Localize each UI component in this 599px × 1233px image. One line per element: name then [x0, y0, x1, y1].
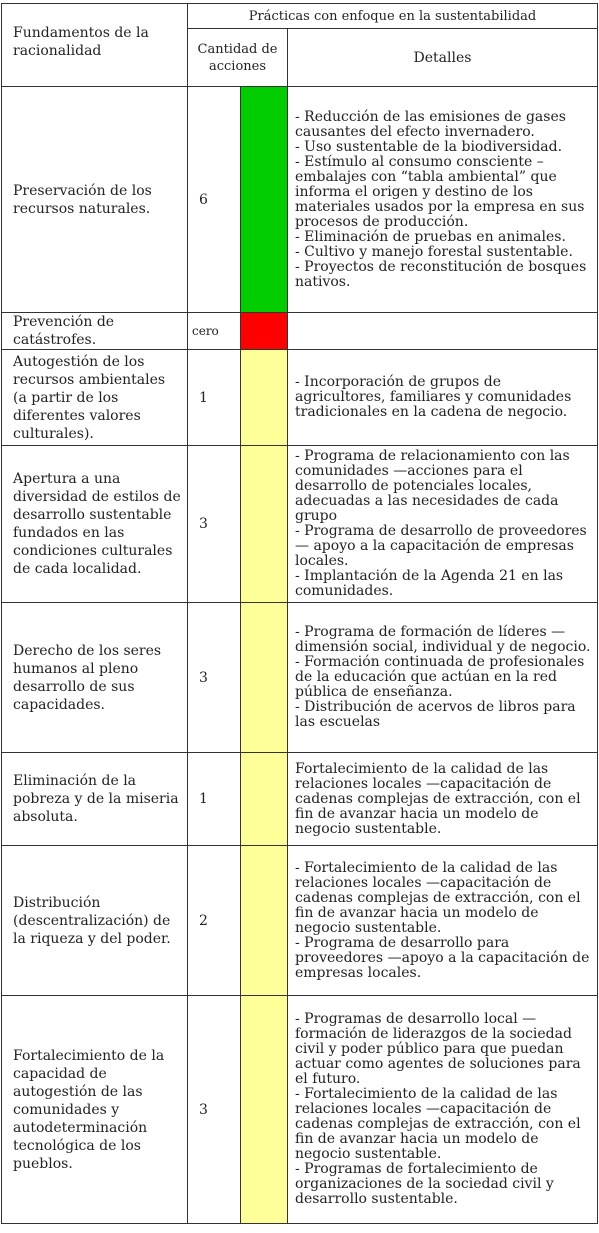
header-detalles: Detalles — [288, 29, 598, 87]
detalle-item: Fortalecimiento de la calidad de las relaciones locales —capacitación de cadenas complejas de extracción, con el fin de avanzar hacia un modelo de negocio sustentable. — [295, 760, 581, 837]
cantidad-cell: 3 — [188, 446, 241, 603]
detalle-item: - Cultivo y manejo forestal sustentable. — [295, 243, 573, 260]
detalles-cell — [288, 87, 598, 313]
cantidad-cell: 3 — [188, 603, 241, 753]
fundamento-cell: Apertura a una diversidad de estilos de desarrollo sustentable fundados en las condiciones culturales de cada localidad. — [2, 446, 188, 603]
detalle-item: - Reducción de las emisiones de gases causantes del efecto invernadero. — [295, 108, 566, 140]
detalle-item: - Programas de fortalecimiento de organizaciones de la sociedad civil y desarrollo sustentable. — [295, 1161, 554, 1207]
detalle-item: - Incorporación de grupos de agricultores, familiares y comunidades tradicionales en la cadena de negocio. — [295, 374, 572, 420]
status-color-cell — [241, 846, 288, 996]
status-color-cell — [241, 350, 288, 446]
fundamento-cell: Preservación de los recursos naturales. — [2, 87, 188, 313]
detalle-item: - Fortalecimiento de la calidad de las relaciones locales —capacitación de cadenas complejas de extracción, con el fin de avanzar hacia un modelo de negocio sustentable. — [295, 859, 581, 936]
fundamento-cell: Prevención de catástrofes. — [2, 313, 188, 350]
status-color-cell — [241, 753, 288, 846]
table-row — [2, 996, 598, 1224]
status-color-cell — [241, 446, 288, 603]
cantidad-cell: 1 — [188, 753, 241, 846]
status-color-cell — [241, 87, 288, 313]
cantidad-cell: 2 — [188, 846, 241, 996]
fundamento-cell: Fortalecimiento de la capacidad de autogestión de las comunidades y autodeterminación tecnológica de los pueblos. — [2, 996, 188, 1224]
detalles-cell — [288, 313, 598, 350]
detalles-cell — [288, 350, 598, 446]
cantidad-cell: cero — [188, 313, 241, 350]
detalles-cell — [288, 996, 598, 1224]
status-color-cell — [241, 603, 288, 753]
fundamento-cell: Derecho de los seres humanos al pleno desarrollo de sus capacidades. — [2, 603, 188, 753]
table-row — [2, 313, 598, 350]
sustainability-practices-table — [1, 3, 598, 1224]
status-color-cell — [241, 996, 288, 1224]
table-body — [2, 87, 598, 1224]
table-row — [2, 87, 598, 313]
detalles-cell — [288, 603, 598, 753]
header-cantidad: Cantidad de acciones — [188, 29, 288, 87]
detalle-item: - Fortalecimiento de la calidad de las relaciones locales —capacitación de cadenas complejas de extracción, con el fin de avanzar hacia un modelo de negocio sustentable. — [295, 1086, 581, 1162]
detalles-cell — [288, 753, 598, 846]
detalle-item: - Uso sustentable de la biodiversidad. — [295, 138, 563, 155]
table-row — [2, 446, 598, 603]
header-fundamentos: Fundamentos de la racionalidad — [2, 4, 188, 87]
detalle-item: - Programa de relacionamiento con las comunidades —acciones para el desarrollo de potenciales locales, adecuadas a las necesidades de cada grupo — [295, 448, 570, 524]
detalle-item: - Distribución de acervos de libros para las escuelas — [295, 699, 576, 730]
table-row — [2, 350, 598, 446]
header-practicas: Prácticas con enfoque en la sustentabilidad — [188, 4, 598, 29]
detalle-item: - Implantación de la Agenda 21 en las comunidades. — [295, 568, 564, 599]
table-row — [2, 846, 598, 996]
table-header — [2, 4, 598, 87]
detalle-item: - Estímulo al consumo consciente –embalajes con “tabla ambiental” que informa el origen y destino de los materiales usados por la empresa en sus procesos de producción. — [295, 153, 585, 230]
cantidad-cell: 3 — [188, 996, 241, 1224]
status-color-cell — [241, 313, 288, 350]
fundamento-cell: Eliminación de la pobreza y de la miseria absoluta. — [2, 753, 188, 846]
detalles-cell — [288, 846, 598, 996]
cantidad-cell: 1 — [188, 350, 241, 446]
table-row — [2, 603, 598, 753]
detalle-item: - Programa de desarrollo para proveedores —apoyo a la capacitación de empresas locales. — [295, 934, 590, 981]
detalle-item: - Programa de desarrollo de proveedores— apoyo a la capacitación de empresas locales. — [295, 523, 587, 569]
fundamento-cell: Autogestión de los recursos ambientales (a partir de los diferentes valores culturales). — [2, 350, 188, 446]
detalle-item: - Programas de desarrollo local —formación de liderazgos de la sociedad civil y poder público para que puedan actuar como agentes de soluciones para el futuro. — [295, 1011, 581, 1087]
table-row — [2, 753, 598, 846]
detalle-item: - Eliminación de pruebas en animales. — [295, 228, 566, 245]
cantidad-cell: 6 — [188, 87, 241, 313]
fundamento-cell: Distribución (descentralización) de la riqueza y del poder. — [2, 846, 188, 996]
detalle-item: - Proyectos de reconstitución de bosques nativos. — [295, 258, 587, 290]
detalle-item: - Formación continuada de profesionales de la educación que actúan en la red pública de enseñanza. — [295, 654, 585, 700]
detalles-cell — [288, 446, 598, 603]
detalle-item: - Programa de formación de líderes —dimensión social, individual y de negocio. — [295, 624, 591, 655]
